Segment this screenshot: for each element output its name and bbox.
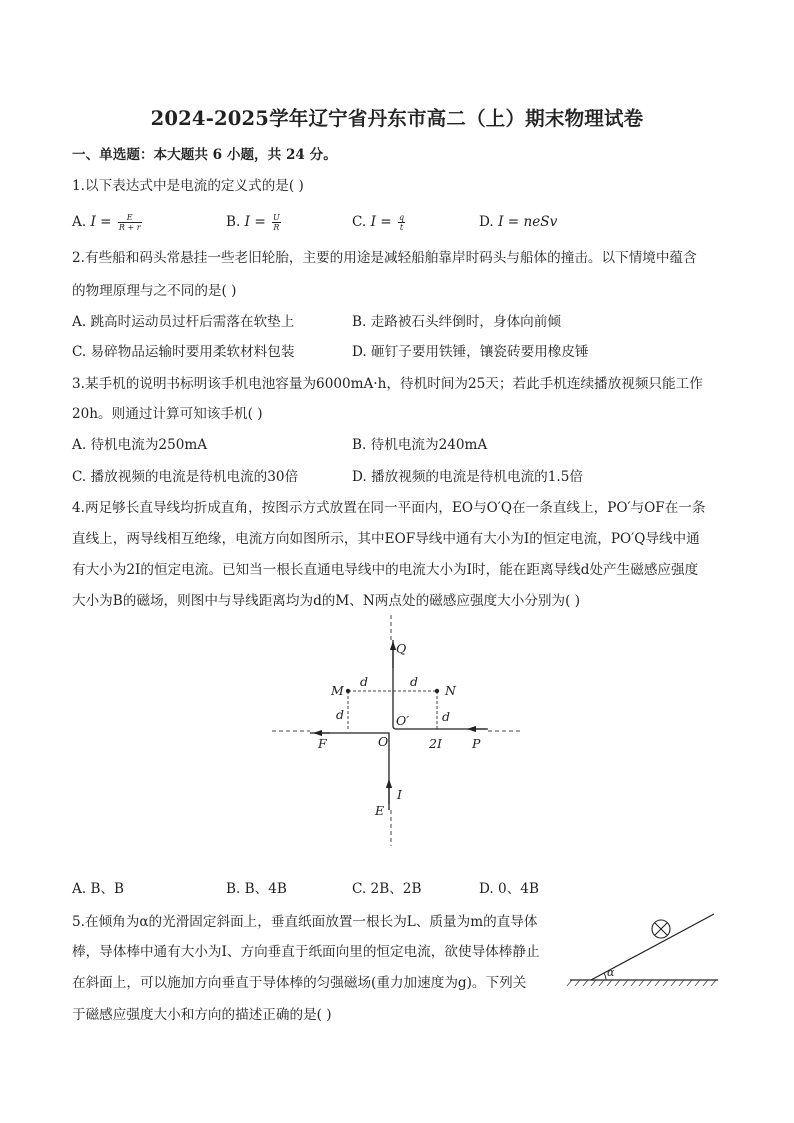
ground-hatching	[567, 980, 716, 986]
denominator: R + r	[118, 223, 141, 232]
q4-stem-line2: 直线上，两导线相互绝缘，电流方向如图所示，其中EOF导线中通有大小为I的恒定电流，PO′Q导线中通	[72, 531, 700, 547]
numerator: q	[398, 213, 405, 222]
q2-stem-line1: 2.有些船和码头常悬挂一些老旧轮胎，主要的用途是减轻船舶靠岸时码头与船体的撞击。以下情境中蕴含	[72, 250, 697, 266]
point-m	[346, 689, 350, 693]
q3-stem-line2: 20h。则通过计算可知该手机( )	[72, 406, 263, 422]
q2-option-a: A. 跳高时运动员过杆后需落在软垫上	[72, 314, 295, 330]
q4-option-d: D. 0、4B	[479, 881, 539, 897]
label-n: N	[445, 683, 456, 698]
q4-stem-line4: 大小为B的磁场，则图中与导线距离均为d的M、N两点处的磁感应强度大小分别为( )	[72, 593, 581, 609]
label-d-top-right: d	[410, 674, 419, 689]
q3-option-a: A. 待机电流为250mA	[72, 437, 208, 453]
page-title: 2024-2025学年辽宁省丹东市高二（上）期末物理试卷	[150, 107, 644, 130]
option-label: D.	[479, 214, 499, 230]
label-e: E	[375, 803, 385, 818]
q2-option-c: C. 易碎物品运输时要用柔软材料包装	[72, 344, 295, 360]
formula-lhs: I =	[244, 214, 271, 230]
label-i: I	[397, 787, 402, 802]
option-label: A.	[72, 214, 91, 230]
formula-lhs: I =	[370, 214, 396, 230]
q4-stem-line1: 4.两足够长直导线均折成直角，按图示方式放置在同一平面内，EO与O′Q在一条直线上，PO′与OF在一条	[72, 500, 706, 516]
denominator: t	[399, 223, 404, 232]
label-f: F	[318, 736, 327, 751]
q4-option-a: A. B、B	[72, 881, 125, 897]
label-o-prime: O′	[396, 713, 410, 728]
q4-option-b: B. B、4B	[226, 881, 287, 897]
formula: I = neSv	[498, 214, 558, 230]
q4-option-c: C. 2B、2B	[352, 881, 422, 897]
option-label: C.	[352, 214, 371, 230]
label-d-left: d	[336, 707, 345, 722]
formula-lhs: I =	[90, 214, 116, 230]
q1-stem: 1.以下表达式中是电流的定义式的是( )	[72, 178, 304, 194]
q5-stem-line3: 在斜面上，可以施加方向垂直于导体棒的匀强磁场(重力加速度为g)。下列关	[72, 975, 527, 991]
option-label: B.	[226, 214, 245, 230]
section-heading: 一、单选题：本大题共 6 小题，共 24 分。	[72, 147, 337, 163]
q4-stem-line3: 有大小为2I的恒定电流。已知当一根长直通电导线中的电流大小为I时，能在距离导线d处产生磁感应强度	[72, 562, 699, 578]
q5-stem-line1: 5.在倾角为α的光滑固定斜面上，垂直纸面放置一根长为L、质量为m的直导体	[72, 914, 538, 930]
q3-stem-line1: 3.某手机的说明书标明该手机电池容量为6000mA·h，待机时间为25天；若此手机连续播放视频只能工作	[72, 376, 703, 392]
q2-stem-line2: 的物理原理与之不同的是( )	[72, 283, 237, 299]
q3-option-c: C. 播放视频的电流是待机电流的30倍	[72, 469, 299, 485]
numerator: E	[118, 213, 142, 223]
q3-option-b: B. 待机电流为240mA	[352, 437, 488, 453]
q2-option-d: D. 砸钉子要用铁锤，镶瓷砖要用橡皮锤	[352, 344, 589, 360]
angle-arc	[604, 973, 606, 980]
label-m: M	[331, 683, 344, 698]
q2-option-b: B. 走路被石头绊倒时，身体向前倾	[352, 314, 561, 330]
label-d-top-left: d	[360, 674, 369, 689]
label-d-right: d	[442, 709, 451, 724]
q5-stem-line2: 棒，导体棒中通有大小为I、方向垂直于纸面向里的恒定电流，欲使导体棒静止	[72, 944, 540, 960]
q5-stem-line4: 于磁感应强度大小和方向的描述正确的是( )	[72, 1007, 332, 1023]
denominator: R	[273, 223, 280, 232]
point-n	[435, 689, 439, 693]
label-2i: 2I	[429, 736, 442, 751]
label-p: P	[472, 736, 481, 751]
label-alpha: α	[607, 966, 615, 979]
q3-option-d: D. 播放视频的电流是待机电流的1.5倍	[352, 469, 583, 485]
label-o: O	[378, 734, 389, 749]
numerator: U	[273, 213, 280, 222]
label-q: Q	[396, 641, 407, 656]
